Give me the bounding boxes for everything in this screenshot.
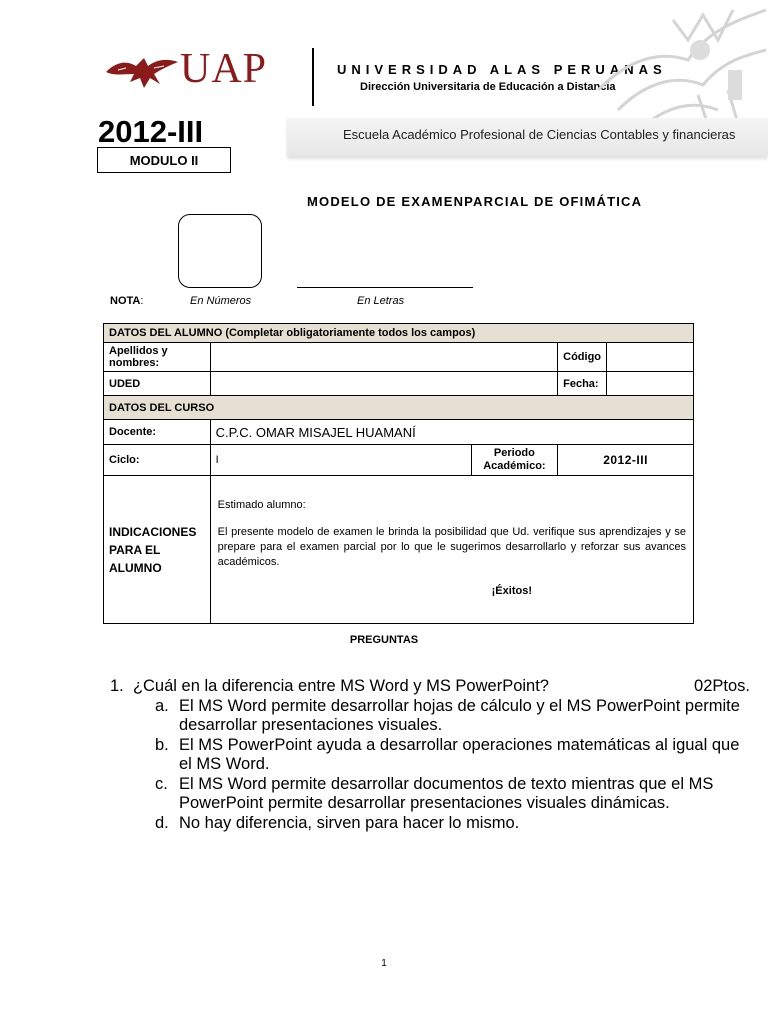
instructions-closing: ¡Éxitos! [491,585,532,597]
cycle-label: Ciclo: [104,445,211,476]
option-text: El MS PowerPoint ayuda a desarrollar operaciones matemáticas al igual que el MS Word. [179,735,740,773]
uded-field[interactable] [210,372,558,396]
name-label: Apellidos y nombres: [104,343,211,372]
grade-letters-label: En Letras [357,295,405,307]
question-1 [110,677,750,833]
grade-letters-line [297,287,473,288]
option-text: No hay diferencia, sirven para hacer lo mismo. [179,813,520,832]
option-d [110,814,750,834]
teacher-value: C.P.C. OMAR MISAJEL HUAMANÍ [210,420,693,445]
date-label: Fecha: [558,372,607,396]
question-points: 02Ptos. [694,677,750,695]
name-field[interactable] [210,343,558,372]
option-a [110,697,750,736]
option-letter: b. [155,735,169,754]
grade-numbers-label: En Números [190,295,252,307]
code-label: Código [558,343,607,372]
grade-numbers-box [178,214,262,288]
student-section-title: DATOS DEL ALUMNO (Completar obligatoriamente todos los campos) [104,324,694,343]
module-label: MODULO II [97,147,231,173]
option-c [110,775,750,814]
uap-bird-logo-icon [104,50,180,90]
period-label: Periodo Académico: [471,445,557,476]
school-name: Escuela Académico Profesional de Ciencias Contables y financieras [343,127,736,142]
page-number: 1 [381,958,387,969]
exam-form-table [103,323,694,624]
header-divider [312,48,314,106]
question-1-stem [110,677,750,697]
instructions-greeting: Estimado alumno: [217,499,306,511]
questions-heading: PREGUNTAS [349,634,419,646]
date-field[interactable] [607,372,694,396]
teacher-label: Docente: [104,420,211,445]
uap-logo-text: UAP [180,46,268,92]
university-subtitle: Dirección Universitaria de Educación a Distancia [360,81,616,93]
option-letter: d. [155,813,169,832]
cycle-value: I [210,445,471,476]
instructions-text: El presente modelo de examen le brinda la posibilidad que Ud. verifique sus aprendizajes y se prepare para el examen parcial por lo que le sugerimos desarrollarlo y reforzar sus avances académicos. [217,526,686,568]
period-value: 2012-III [558,445,694,476]
option-text: El MS Word permite desarrollar documentos de texto mientras que el MS PowerPoint permite desarrollar presentaciones visuales dinámicas. [179,774,714,812]
instructions-label: INDICACIONES PARA EL ALUMNO [104,476,211,624]
university-name: UNIVERSIDAD ALAS PERUANAS [337,62,667,77]
question-number: 1. [110,677,124,695]
option-letter: c. [155,774,168,793]
instructions-body [210,476,693,624]
nota-label: NOTA: [110,295,144,307]
option-text: El MS Word permite desarrollar hojas de cálculo y el MS PowerPoint permite desarrollar presentaciones visuales. [179,696,740,734]
course-section-title: DATOS DEL CURSO [104,396,694,420]
term-year: 2012-III [98,114,204,149]
option-b [110,736,750,775]
question-text: ¿Cuál en la diferencia entre MS Word y MS PowerPoint? [132,677,549,695]
code-field[interactable] [607,343,694,372]
option-letter: a. [155,696,169,715]
uded-label: UDED [104,372,211,396]
exam-title: MODELO DE EXAMENPARCIAL DE OFIMÁTICA [307,194,643,209]
